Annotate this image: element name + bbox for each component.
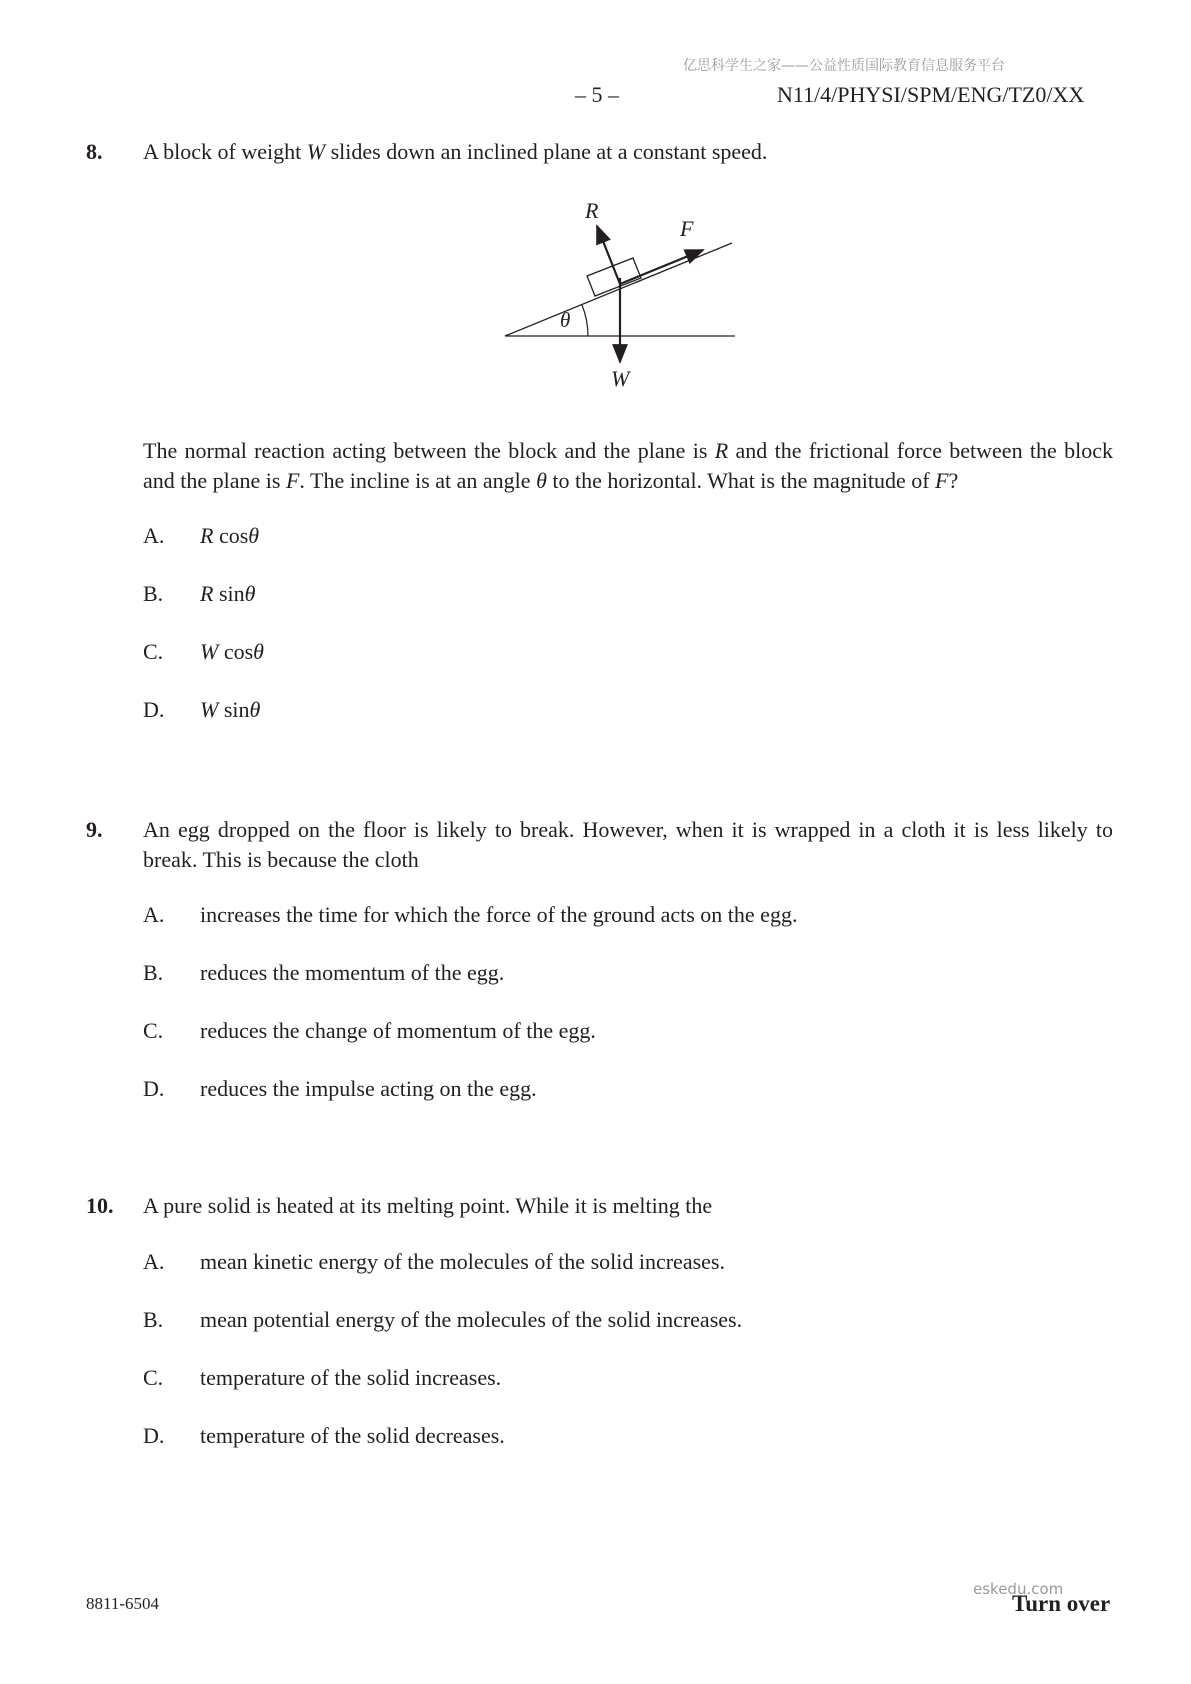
q8-body-part1: The normal reaction acting between the block and the plane is: [143, 438, 715, 463]
option-label: A.: [143, 523, 165, 548]
q8-stem-weight-symbol: W: [306, 139, 326, 164]
q10-stem: A pure solid is heated at its melting point. While it is melting the: [143, 1193, 713, 1218]
q8-body-theta: θ: [536, 468, 547, 493]
option-text: temperature of the solid increases.: [200, 1365, 502, 1390]
q8-stem-part1: A block of weight: [143, 139, 307, 164]
option-text: W sinθ: [200, 697, 261, 722]
option-text: R sinθ: [200, 581, 256, 606]
footer-site-watermark: eskedu.com: [973, 1580, 1064, 1598]
option-text: increases the time for which the force of the ground acts on the egg.: [200, 902, 798, 927]
label-F: F: [680, 216, 694, 241]
option-text: R cosθ: [200, 523, 260, 548]
option-text: temperature of the solid decreases.: [200, 1423, 505, 1448]
q8-stem-part2: slides down an inclined plane at a constant speed.: [325, 139, 768, 164]
label-R: R: [585, 198, 599, 223]
footer-code: 8811-6504: [86, 1594, 160, 1613]
option-label: B.: [143, 1307, 164, 1332]
q8-body-part4: to the horizontal. What is the magnitude of: [546, 468, 936, 493]
label-theta: θ: [560, 308, 571, 332]
paper-code: N11/4/PHYSI/SPM/ENG/TZ0/XX: [777, 82, 1085, 107]
q8-body: [143, 436, 1113, 496]
option-label: A.: [143, 1249, 165, 1274]
q9-number: 9.: [86, 817, 103, 842]
q10-number: 10.: [86, 1193, 114, 1218]
option-label: C.: [143, 639, 164, 664]
q8-number: 8.: [86, 139, 103, 164]
option-label: D.: [143, 1076, 165, 1101]
option-text: mean kinetic energy of the molecules of the solid increases.: [200, 1249, 725, 1274]
page-number: – 5 –: [575, 82, 619, 107]
inclined-plane-diagram: [480, 190, 750, 390]
q8-stem: [143, 137, 767, 167]
option-label: B.: [143, 581, 164, 606]
q8-body-part2: and the frictional force between the block and the plane is: [143, 438, 1113, 493]
option-text: reduces the impulse acting on the egg.: [200, 1076, 537, 1101]
q8-body-R: R: [714, 438, 729, 463]
q8-body-part5: ?: [948, 468, 959, 493]
q9-stem: An egg dropped on the floor is likely to break. However, when it is wrapped in a cloth it is less likely to break. This is because the cloth: [143, 817, 1113, 872]
q8-body-part3: . The incline is at an angle: [299, 468, 537, 493]
label-W: W: [611, 366, 630, 390]
header-watermark: 亿思科学生之家——公益性质国际教育信息服务平台: [683, 58, 1005, 74]
block: [587, 258, 641, 296]
option-label: D.: [143, 1423, 165, 1448]
q8-body-F: F: [285, 468, 300, 493]
option-label: B.: [143, 960, 164, 985]
option-text: W cosθ: [200, 639, 264, 664]
option-text: mean potential energy of the molecules of the solid increases.: [200, 1307, 743, 1332]
option-text: reduces the momentum of the egg.: [200, 960, 505, 985]
option-text: reduces the change of momentum of the egg.: [200, 1018, 596, 1043]
option-label: C.: [143, 1018, 164, 1043]
option-label: A.: [143, 902, 165, 927]
option-label: D.: [143, 697, 165, 722]
q8-body-F2: F: [935, 468, 949, 493]
incline-line: [505, 243, 732, 336]
option-label: C.: [143, 1365, 164, 1390]
angle-arc: [582, 305, 588, 336]
turn-over: Turn over: [1012, 1591, 1111, 1616]
